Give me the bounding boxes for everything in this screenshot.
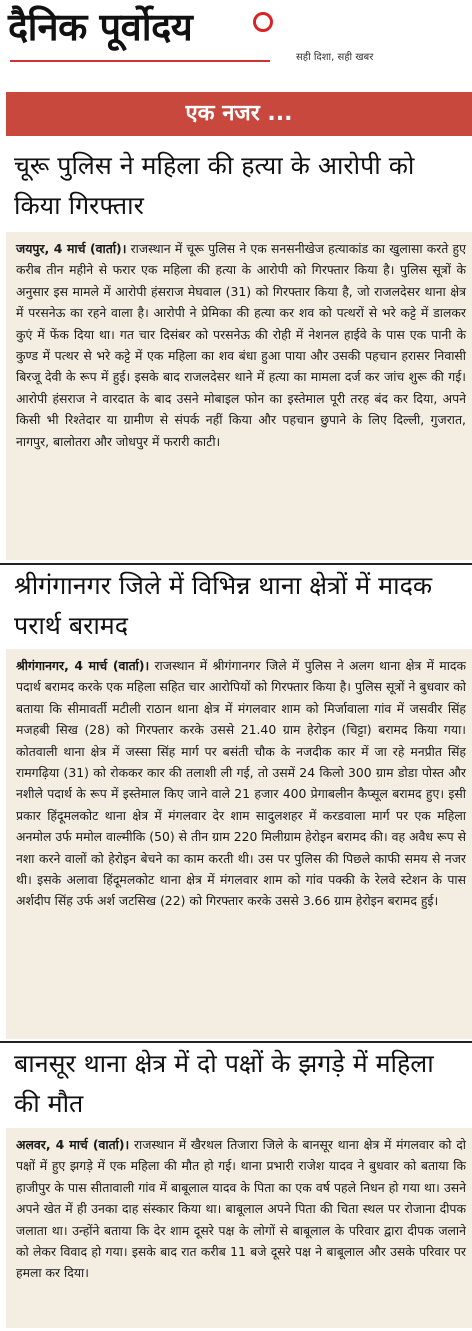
story-1-headline: चूरू पुलिस ने महिला की हत्या के आरोपी को किया गिरफ्तार [14,151,415,220]
story-1-body [6,232,472,560]
story-2-headline: श्रीगंगानगर जिले में विभिन्न थाना क्षेत्रों में मादक परार्थ बरामद [14,571,433,640]
story-1-dateline: जयपुर, 4 मार्च (वार्ता)। [16,241,127,256]
story-3-body-text: राजस्थान में खैरथल तिजारा जिले के बानसूर थाना क्षेत्र में मंगलवार को दो पक्षों में हुए झगड़े में एक महिला की मौत हो गई। थाना प्रभारी राजेश यादव ने बुधवार को बताया कि हाजीपुर के पास सीतावाली गांव में बाबूलाल यादव के पिता का एक वर्ष पहले निधन हो गया था। उसने अपने खेत में ही उनका दाह संस्कार किया था। बाबूलाल अपने पिता की चिता स्थल पर रोजाना दीपक जलाता था। उन्होंने बताया कि देर शाम दूसरे पक्ष के लोगों से बाबूलाल के परिवार द्वारा दीपक जलाने को लेकर विवाद हो गया। इसके बाद रात करीब 11 बजे दूसरे पक्ष ने बाबूलाल और उसके परिवार पर हमला कर दिया। [16,1137,466,1281]
masthead-red-rule [10,60,270,62]
section-banner [6,92,472,136]
logo-ring-mark [253,12,273,32]
story-3-dateline: अलवर, 4 मार्च (वार्ता)। [16,1137,130,1152]
story-2-body [6,649,472,1039]
story-divider [0,563,472,565]
story-1-text [16,238,466,452]
newspaper-logo: दैनिक पूर्वोदय [8,5,193,49]
story-2-dateline: श्रीगंगानगर, 4 मार्च (वार्ता)। [16,658,150,673]
story-3-headline: बानसूर थाना क्षेत्र में दो पक्षों के झगड़े में महिला की मौत [14,1049,434,1118]
story-1-body-text: राजस्थान में चूरू पुलिस ने एक सनसनीखेज हत्याकांड का खुलासा करते हुए करीब तीन महीने से फरार एक महिला की हत्या के आरोपी को गिरफ्तार किया है। पुलिस सूत्रों के अनुसार इस मामले में आरोपी हंसराज मेघवाल (31) को गिरफ्तार किया है, जो राजलदेसर थाना क्षेत्र में परसनेऊ का रहने वाला है। आरोपी ने प्रेमिका की हत्या कर शव को पत्थरों से भरे कट्टे में डालकर कुएं में फेंक दिया था। गत चार दिसंबर को परसनेऊ की रोही में नेशनल हाईवे के पास एक पानी के कुण्ड में पत्थर से भरे कट्टे में एक महिला का शव बंधा हुआ पाया और उसकी पहचान हरासर निवासी बिरजू देवी के रूप में हुई। इसके बाद राजलदेसर थाने में हत्या का मामला दर्ज कर जांच शुरू की गई। आरोपी हंसराज ने वारदात के बाद उसने मोबाइल फोन का इस्तेमाल पूरी तरह बंद कर दिया, अपने किसी भी रिश्तेदार या ग्रामीण से संपर्क नहीं किया और पहचान छुपाने के लिए दिल्ली, गुजरात, नागपुर, बालोतरा और जोधपुर में फरारी काटी। [16,241,466,449]
story-divider [0,1041,472,1043]
story-2-text [16,655,466,912]
section-label: एक नजर ... [185,101,293,126]
masthead [0,0,472,82]
story-3-text [16,1134,466,1284]
masthead-tagline: सही दिशा, सही खबर [296,52,374,63]
story-2-body-text: राजस्थान में श्रीगंगानगर जिले में पुलिस ने अलग थाना क्षेत्र में मादक पदार्थ बरामद करके एक महिला सहित चार आरोपियों को गिरफ्तार किया है। पुलिस सूत्रों ने बुधवार को बताया कि सीमावर्ती मटीली राठान थाना क्षेत्र में मंगलवार शाम को मिर्जावाला गांव में जसवीर सिंह मजहबी सिख (28) को गिरफ्तार करके उससे 21.40 ग्राम हेरोइन (चिट्टा) बरामद किया गया। कोतवाली थाना क्षेत्र में जस्सा सिंह मार्ग पर बसंती चौक के नजदीक कार में जा रहे मनप्रीत सिंह रामगढ़िया (31) को रोककर कार की तलाशी ली गई, तो उसमें 24 किलो 300 ग्राम डोडा पोस्त और नशीले पदार्थ के रूप में इस्तेमाल किए जाने वाले 21 हजार 400 प्रेगाबलीन कैप्सूल बरामद हुए। इसी प्रकार हिंदूमलकोट थाना क्षेत्र में मंगलवार देर शाम सादुलशहर में करडवाला मार्ग पर एक महिला अनमोल उर्फ ममोल वाल्मीकि (50) से तीन ग्राम 220 मिलीग्राम हेरोइन बरामद की। वह अवैध रूप से नशा करने वालों को हेरोइन बेचने का काम करती थी। उस पर पुलिस की पिछले काफी समय से नजर थी। इसके अलावा हिंदूमलकोट थाना क्षेत्र में मंगलवार शाम को गांव पक्की के रेलवे स्टेशन के पास अर्शदीप सिंह उर्फ अर्श जटसिख (22) को गिरफ्तार करके उससे 3.66 ग्राम हेरोइन बरामद हुई। [16,658,466,909]
story-3-body [6,1128,472,1328]
